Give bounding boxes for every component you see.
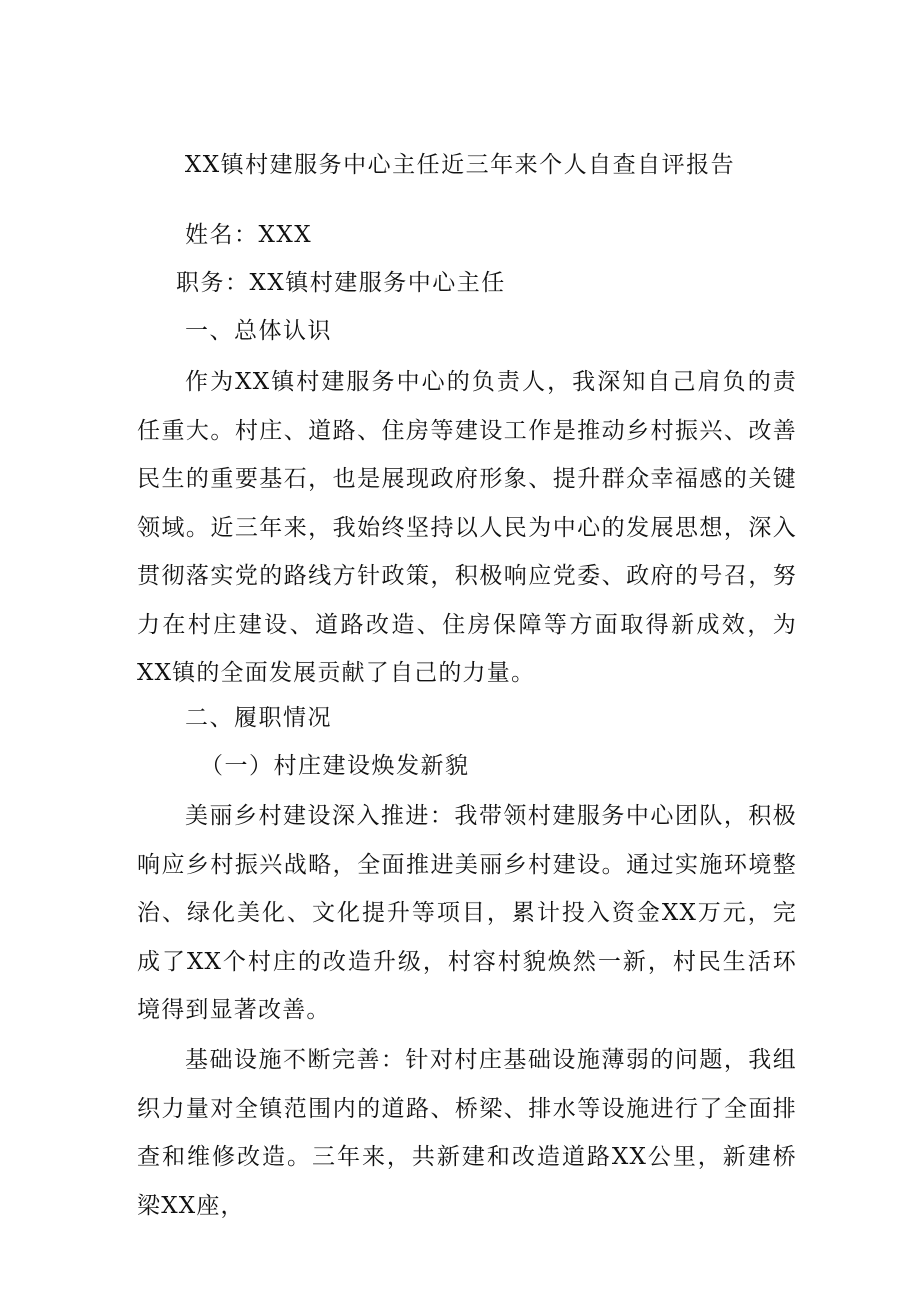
position-line: 职务：XX镇村建服务中心主任 bbox=[176, 270, 506, 296]
subsection-1-heading: （一）村庄建设焕发新貌 bbox=[200, 753, 470, 779]
report-title: XX镇村建服务中心主任近三年来个人自查自评报告 bbox=[184, 152, 736, 178]
section-2-heading: 二、履职情况 bbox=[185, 705, 332, 731]
name-line: 姓名：XXX bbox=[185, 222, 313, 248]
section-1-heading: 一、总体认识 bbox=[185, 318, 332, 344]
paragraph-beautiful-village: 美丽乡村建设深入推进：我带领村建服务中心团队，积极响应乡村振兴战略，全面推进美丽乡村建设。通过实施环境整治、绿化美化、文化提升等项目，累计投入资金XX万元，完成了XX个村庄的改造升级，村容村貌焕然一新，村民生活环境得到显著改善。 bbox=[137, 803, 797, 1023]
paragraph-infrastructure: 基础设施不断完善：针对村庄基础设施薄弱的问题，我组织力量对全镇范围内的道路、桥梁、排水等设施进行了全面排查和维修改造。三年来，共新建和改造道路XX公里，新建桥梁XX座， bbox=[137, 1047, 797, 1219]
section-1-paragraph: 作为XX镇村建服务中心的负责人，我深知自己肩负的责任重大。村庄、道路、住房等建设工作是推动乡村振兴、改善民生的重要基石，也是展现政府形象、提升群众幸福感的关键领域。近三年来，我始终坚持以人民为中心的发展思想，深入贯彻落实党的路线方针政策，积极响应党委、政府的号召，努力在村庄建设、道路改造、住房保障等方面取得新成效，为XX镇的全面发展贡献了自己的力量。 bbox=[137, 369, 797, 686]
